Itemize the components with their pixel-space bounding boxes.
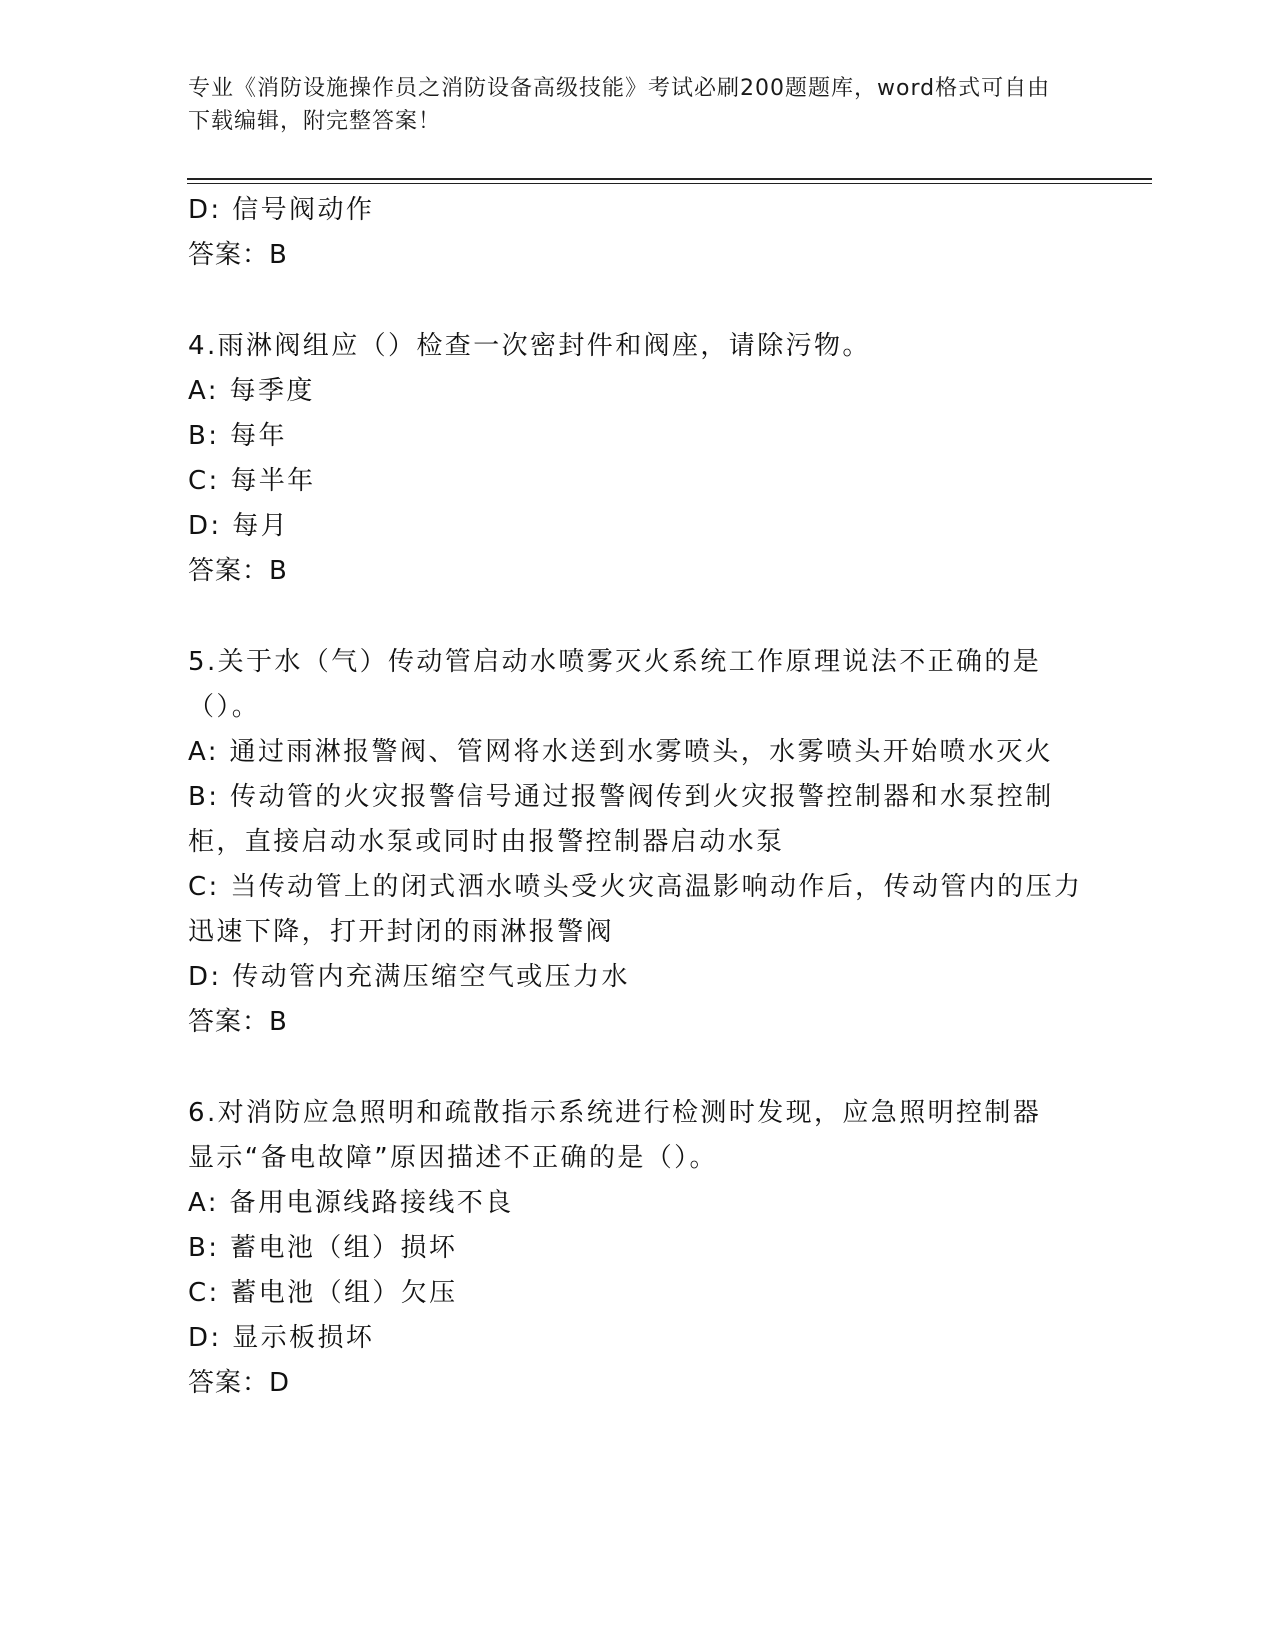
question-stem: 6.对消防应急照明和疏散指示系统进行检测时发现，应急照明控制器显示“备电故障”原因描述不正确的是（）。 (188, 1098, 1042, 1173)
option-c: C: 当传动管上的闭式洒水喷头受火灾高温影响动作后，传动管内的压力迅速下降，打开封闭的雨淋报警阀 (188, 872, 1083, 947)
question-content (188, 188, 1088, 1406)
option-c: C: 每半年 (188, 466, 316, 496)
option-d: D: 显示板损坏 (188, 1323, 375, 1353)
option-d: D: 传动管内充满压缩空气或压力水 (188, 962, 630, 992)
spacer (188, 1045, 1088, 1091)
option-d: D: 信号阀动作 (188, 195, 375, 225)
answer: 答案：B (188, 240, 288, 270)
option-b: B: 每年 (188, 421, 287, 451)
option-b: B: 蓄电池（组）损坏 (188, 1233, 458, 1263)
header-divider-thin (187, 183, 1152, 184)
option-c: C: 蓄电池（组）欠压 (188, 1278, 458, 1308)
spacer (188, 594, 1088, 640)
answer: 答案：B (188, 556, 288, 586)
question-stem: 4.雨淋阀组应（）检查一次密封件和阀座，请除污物。 (188, 331, 871, 361)
page-header: 专业《消防设施操作员之消防设备高级技能》考试必刷200题题库，word格式可自由下载编辑，附完整答案！ (188, 76, 1051, 134)
answer: 答案：B (188, 1007, 288, 1037)
answer: 答案：D (188, 1368, 291, 1398)
question-stem: 5.关于水（气）传动管启动水喷雾灭火系统工作原理说法不正确的是（）。 (188, 647, 1042, 722)
option-a: A: 每季度 (188, 376, 315, 406)
option-a: A: 备用电源线路接线不良 (188, 1188, 514, 1218)
header-divider-thick (187, 178, 1152, 180)
option-b: B: 传动管的火灾报警信号通过报警阀传到火灾报警控制器和水泵控制柜，直接启动水泵或同时由报警控制器启动水泵 (188, 782, 1054, 857)
option-a: A: 通过雨淋报警阀、管网将水送到水雾喷头，水雾喷头开始喷水灭火 (188, 737, 1054, 767)
option-d: D: 每月 (188, 511, 290, 541)
spacer (188, 278, 1088, 324)
